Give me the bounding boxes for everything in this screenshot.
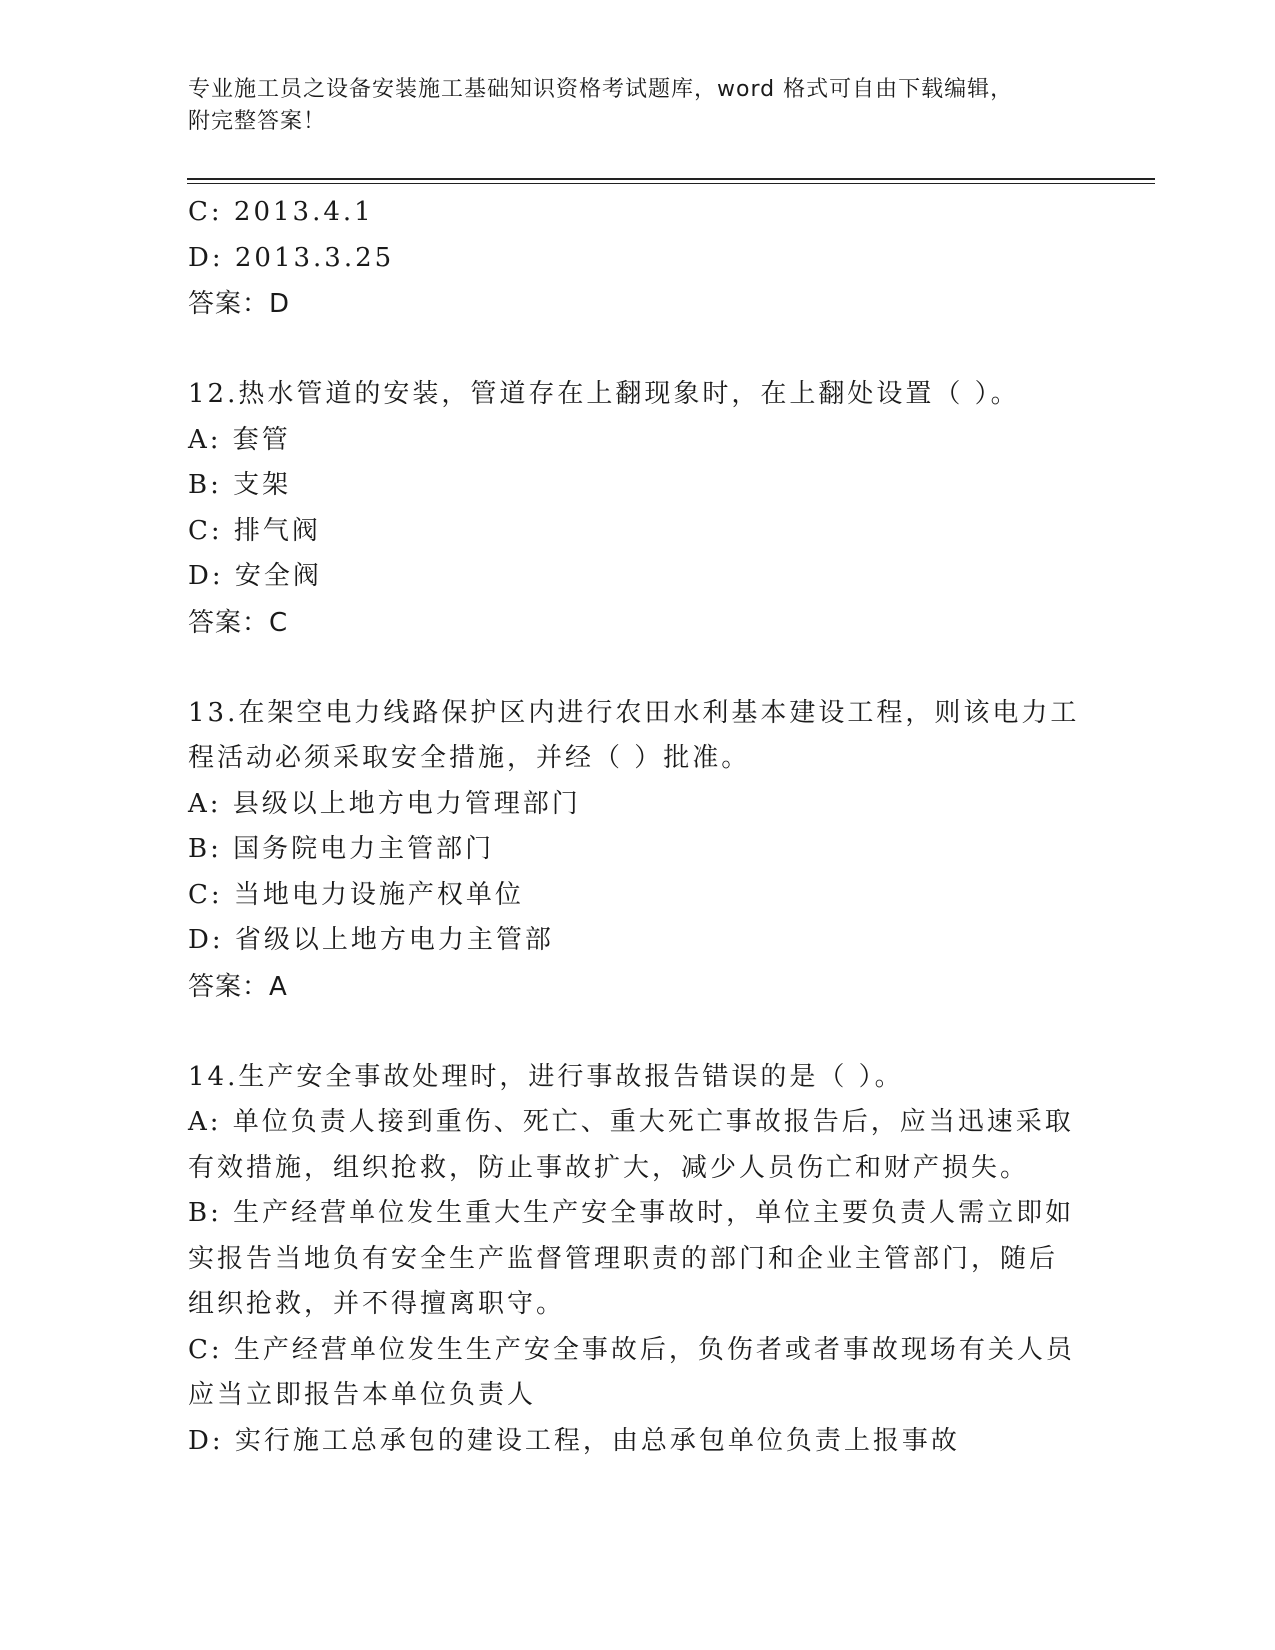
q13-option-d: D: 省级以上地方电力主管部 xyxy=(188,925,554,955)
header-divider-thick xyxy=(187,178,1155,180)
q14-option-b-line-1: B: 生产经营单位发生重大生产安全事故时，单位主要负责人需立即如 xyxy=(188,1198,1075,1228)
header-line-1: 专业施工员之设备安装施工基础知识资格考试题库，word 格式可自由下载编辑， xyxy=(188,77,1014,102)
q12-option-d: D: 安全阀 xyxy=(188,561,322,591)
q14-question: 14.生产安全事故处理时，进行事故报告错误的是（ ）。 xyxy=(188,1061,904,1092)
q12-option-b: B: 支架 xyxy=(188,470,292,500)
q14-option-b-line-2: 实报告当地负有安全生产监督管理职责的部门和企业主管部门，随后 xyxy=(188,1243,1059,1274)
q14-option-d: D: 实行施工总承包的建设工程，由总承包单位负责上报事故 xyxy=(188,1425,960,1456)
q11-answer: 答案：D xyxy=(188,289,291,319)
q13-answer: 答案：A xyxy=(188,971,288,1002)
question-12 xyxy=(188,372,1088,646)
q14-option-c-line-2: 应当立即报告本单位负责人 xyxy=(188,1380,537,1410)
q12-question: 12.热水管道的安装，管道存在上翻现象时，在上翻处设置（ ）。 xyxy=(188,379,1020,409)
question-11 xyxy=(188,190,1088,327)
spacer xyxy=(188,327,1088,372)
q11-option-c: C: 2013.4.1 xyxy=(188,197,374,227)
q13-question-line-2: 程活动必须采取安全措施，并经（ ）批准。 xyxy=(188,743,751,773)
q12-answer: 答案：C xyxy=(188,607,289,638)
q12-option-c: C: 排气阀 xyxy=(188,515,321,546)
q14-option-c-line-1: C: 生产经营单位发生生产安全事故后，负伤者或者事故现场有关人员 xyxy=(188,1334,1075,1365)
q13-option-a: A: 县级以上地方电力管理部门 xyxy=(188,788,581,819)
question-13 xyxy=(188,691,1088,1010)
q11-option-d: D: 2013.3.25 xyxy=(188,242,395,273)
q13-question-line-1: 13.在架空电力线路保护区内进行农田水利基本建设工程，则该电力工 xyxy=(188,697,1080,728)
q13-option-b: B: 国务院电力主管部门 xyxy=(188,834,495,864)
header-line-2: 附完整答案！ xyxy=(188,109,327,134)
q14-option-a-line-1: A: 单位负责人接到重伤、死亡、重大死亡事故报告后，应当迅速采取 xyxy=(188,1107,1074,1137)
q12-option-a: A: 套管 xyxy=(188,424,291,455)
spacer xyxy=(188,1010,1088,1055)
q13-option-c: C: 当地电力设施产权单位 xyxy=(188,879,524,910)
spacer xyxy=(188,646,1088,691)
question-list xyxy=(188,190,1088,1464)
header-divider-thin xyxy=(187,183,1155,184)
question-14 xyxy=(188,1055,1088,1465)
q14-option-a-line-2: 有效措施，组织抢救，防止事故扩大，减少人员伤亡和财产损失。 xyxy=(188,1152,1030,1183)
q14-option-b-line-3: 组织抢救，并不得擅离职守。 xyxy=(188,1289,566,1319)
page-header xyxy=(188,74,1068,138)
